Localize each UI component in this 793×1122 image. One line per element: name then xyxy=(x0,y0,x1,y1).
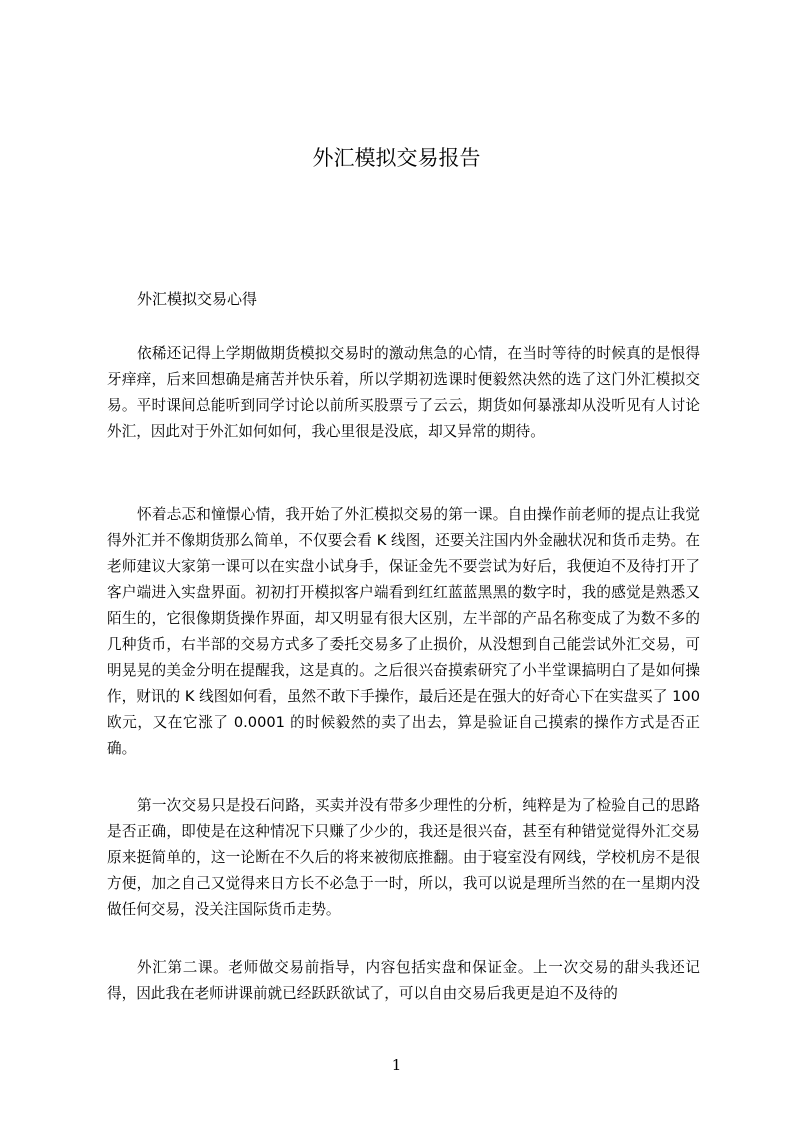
paragraph-1: 依稀还记得上学期做期货模拟交易时的激动焦急的心情，在当时等待的时候真的是恨得牙痒痒，后来回想确是痛苦并快乐着，所以学期初选课时便毅然决然的选了这门外汇模拟交易。平时课间总能听到同学讨论以前所买股票亏了云云，期货如何暴涨却从没听见有人讨论外汇，因此对于外汇如何如何，我心里很是没底，却又异常的期待。 xyxy=(107,345,700,440)
paragraph-3: 第一次交易只是投石问路，买卖并没有带多少理性的分析，纯粹是为了检验自己的思路是否正确，即使是在这种情况下只赚了少少的，我还是很兴奋，甚至有种错觉觉得外汇交易原来挺简单的，这一论断在不久后的将来被彻底推翻。由于寝室没有网线，学校机房不是很方便，加之自己又觉得来日方长不必急于一时，所以，我可以说是理所当然的在一星期内没做任何交易，没关注国际货币走势。 xyxy=(107,797,700,918)
paragraph-2: 怀着忐忑和憧憬心情，我开始了外汇模拟交易的第一课。自由操作前老师的提点让我觉得外汇并不像期货那么简单，不仅要会看 K 线图，还要关注国内外金融状况和货币走势。在老师建议大家第一课可以在实盘小试身手，保证金先不要尝试为好后，我便迫不及待打开了客户端进入实盘界面。初初打开模拟客户端看到红红蓝蓝黑黑的数字时，我的感觉是熟悉又陌生的，它很像期货操作界面，却又明显有很大区别，左半部的产品名称变成了为数不多的几种货币，右半部的交易方式多了委托交易多了止损价，从没想到自己能尝试外汇交易，可明晃晃的美金分明在提醒我，这是真的。之后很兴奋摸索研究了小半堂课搞明白了是如何操作，财讯的 K 线图如何看，虽然不敢下手操作，最后还是在强大的好奇心下在实盘买了 100 欧元，又在它涨了 0.0001 的时候毅然的卖了出去，算是验证自己摸索的操作方式是否正确。 xyxy=(107,506,700,757)
document-title: 外汇模拟交易报告 xyxy=(312,146,481,170)
page-number: 1 xyxy=(391,1056,402,1074)
section-heading: 外汇模拟交易心得 xyxy=(137,290,258,308)
paragraph-4: 外汇第二课。老师做交易前指导，内容包括实盘和保证金。上一次交易的甜头我还记得，因此我在老师讲课前就已经跃跃欲试了，可以自由交易后我更是迫不及待的 xyxy=(107,959,700,1002)
